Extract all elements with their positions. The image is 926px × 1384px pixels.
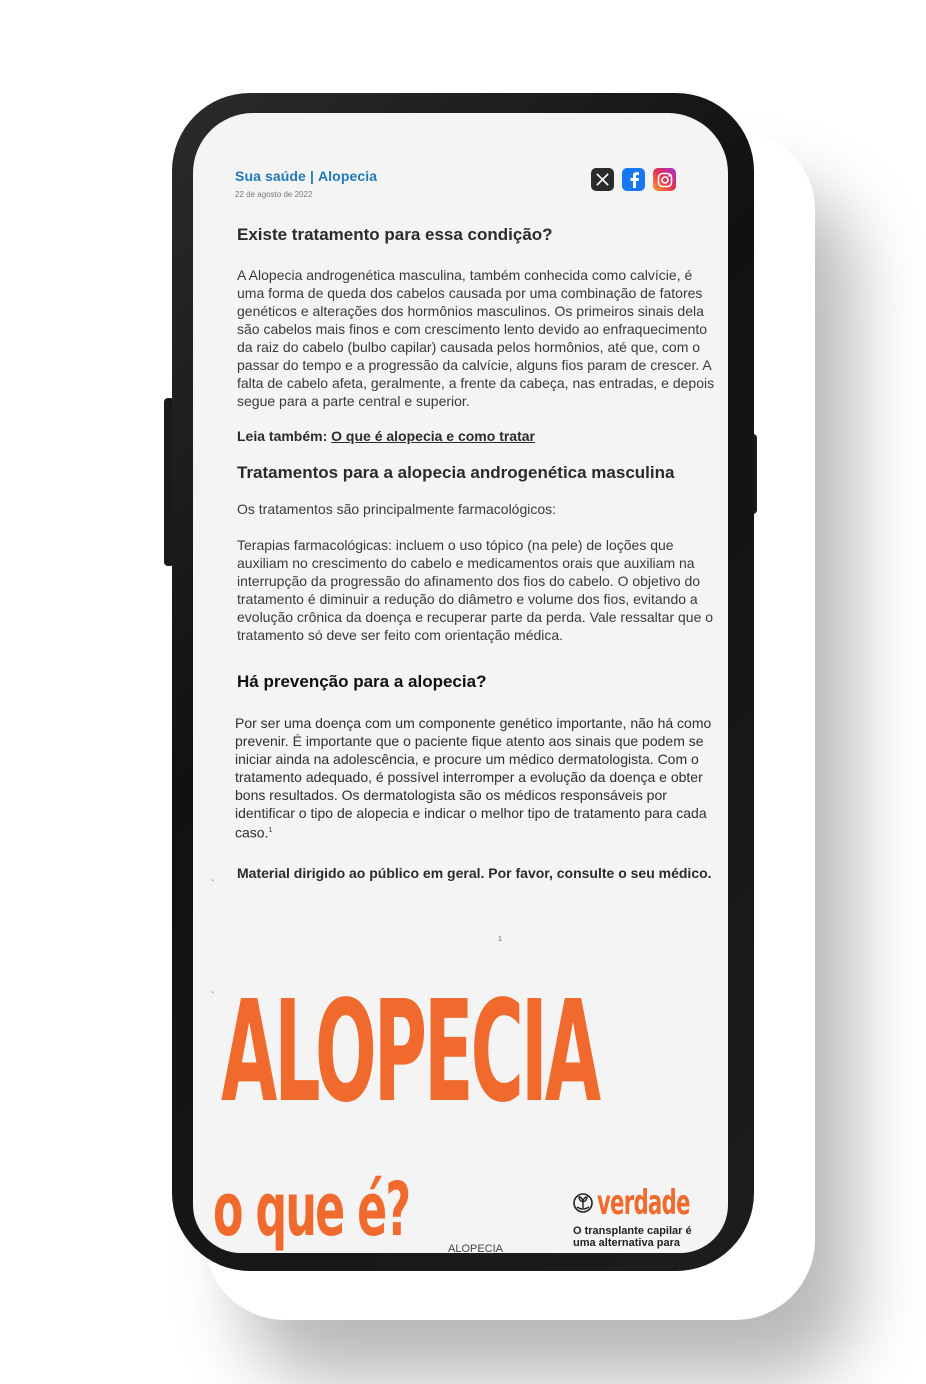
margin-dash: - xyxy=(211,875,215,886)
brand-tagline-line-2: uma alternativa para xyxy=(573,1237,680,1249)
alopecia-banner[interactable] xyxy=(193,965,728,1253)
paragraph-prevention-text: Por ser uma doença com um componente genético importante, não há como prevenir. É importante que o paciente fique atento aos sinais que podem se iniciar ainda na adolescência, e procure um médico dermatologista. Com o tratamento adequado, é possível interromper a evolução da doença e obter bons resultados. Os dermatologista são os médicos responsáveis por identificar o tipo de alopecia e indicar o melhor tipo de tratamento para cada caso. xyxy=(235,715,712,841)
banner-subtitle: o que é? xyxy=(213,1167,410,1253)
article-body xyxy=(237,225,717,882)
article-date: 22 de agosto de 2022 xyxy=(235,190,313,199)
article-header xyxy=(235,168,377,199)
topic-link[interactable]: Alopecia xyxy=(317,168,378,184)
heading-treatments: Tratamentos para a alopecia androgenética masculina xyxy=(237,463,675,482)
breadcrumb-separator: | xyxy=(309,168,314,184)
breadcrumb xyxy=(235,168,377,184)
section-link[interactable]: Sua saúde xyxy=(235,168,306,184)
heading-treatment-exists: Existe tratamento para essa condição? xyxy=(237,225,553,244)
brand-logo-icon xyxy=(573,1193,593,1213)
facebook-icon[interactable] xyxy=(622,168,645,191)
brand-name: verdade xyxy=(597,1183,690,1223)
paragraph-alopecia-description: A Alopecia androgenética masculina, também conhecida como calvície, é uma forma de queda dos cabelos causada por uma combinação de fatores genéticos e alterações dos hormônios masculinos. Os primeiros sinais dela são cabelos mais finos e com crescimento lento devido ao enfraquecimento da raiz do cabelo (bulbo capilar) causada pelos hormônios, até que, com o passar do tempo e a progressão da calvície, alguns fios param de crescer. A falta de cabelo afeta, geralmente, a frente da cabeça, nas entradas, e depois segue para a parte central e superior. xyxy=(237,267,715,409)
banner-bottom-label: ALOPECIA xyxy=(448,1243,504,1253)
margin-dash: - xyxy=(211,987,215,998)
footnote-number: 1 xyxy=(498,936,502,943)
banner-title: ALOPECIA xyxy=(221,971,599,1134)
read-also-link[interactable]: O que é alopecia e como tratar xyxy=(331,428,535,444)
brand-block xyxy=(573,1183,728,1249)
footnote-mark: 1 xyxy=(268,827,273,834)
brand-row xyxy=(573,1183,728,1223)
x-icon[interactable] xyxy=(591,168,614,191)
brand-tagline xyxy=(573,1225,728,1249)
social-share-bar xyxy=(591,168,676,191)
disclaimer: Material dirigido ao público em geral. Por favor, consulte o seu médico. xyxy=(237,864,712,881)
instagram-icon[interactable] xyxy=(653,168,676,191)
paragraph-pharmacological-therapies: Terapias farmacológicas: incluem o uso tópico (na pele) de loções que auxiliam no crescimento do cabelo e medicamentos orais que auxiliam na interrupção da progressão do afinamento dos fios do cabelo. O objetivo do tratamento é diminuir a redução do diâmetro e volume dos fios, evitando a evolução crônica da doença e recuperar parte da perda. Vale ressaltar que o tratamento só deve ser feito com orientação médica. xyxy=(237,537,714,643)
brand-tagline-line-1: O transplante capilar é xyxy=(573,1225,692,1237)
read-also xyxy=(237,428,717,444)
phone-screen xyxy=(193,113,728,1253)
read-also-label: Leia também: xyxy=(237,428,328,444)
paragraph-treatments-intro: Os tratamentos são principalmente farmacológicos: xyxy=(237,501,557,517)
heading-prevention: Há prevenção para a alopecia? xyxy=(237,672,487,691)
paragraph-prevention xyxy=(235,714,717,842)
